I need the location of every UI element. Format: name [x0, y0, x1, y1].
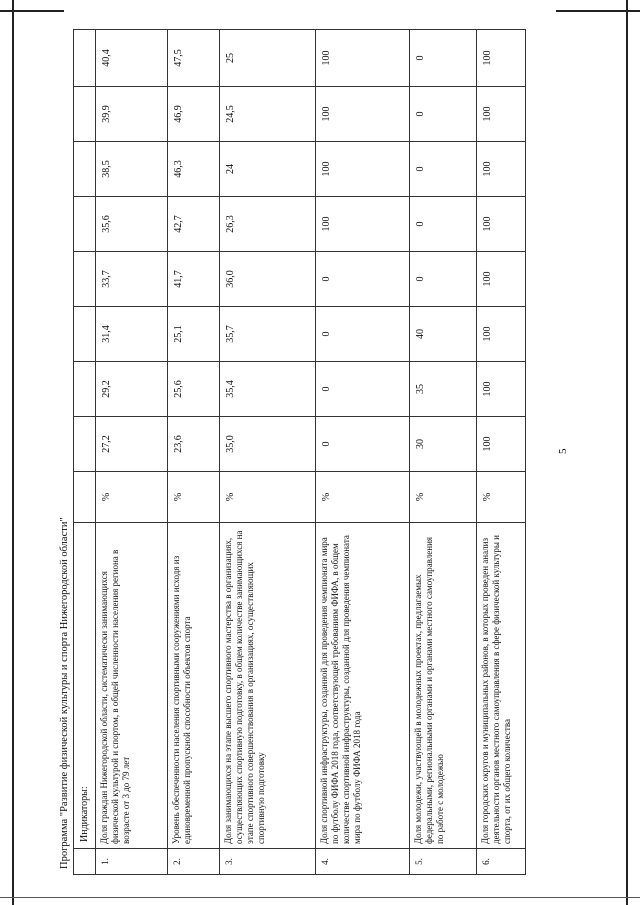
value-cell: 25,1 — [168, 307, 220, 362]
unit-cell: % — [477, 472, 526, 523]
header-empty-cell — [74, 142, 96, 197]
rotated-document — [56, 30, 529, 875]
value-cell: 25,6 — [168, 362, 220, 417]
value-cell: 31,4 — [96, 307, 168, 362]
value-cell: 30 — [410, 417, 477, 472]
unit-cell: % — [316, 472, 410, 523]
value-cell: 0 — [316, 417, 410, 472]
value-cell: 100 — [477, 362, 526, 417]
header-num-cell — [74, 849, 96, 875]
page-number: 5 — [557, 448, 569, 454]
unit-cell: % — [168, 472, 220, 523]
value-cell: 40 — [410, 307, 477, 362]
indicators-label: Индикаторы: — [74, 523, 96, 849]
value-cell: 42,7 — [168, 197, 220, 252]
value-cell: 0 — [410, 252, 477, 307]
value-cell: 24 — [220, 142, 316, 197]
value-cell: 100 — [477, 30, 526, 87]
value-cell: 100 — [316, 197, 410, 252]
value-cell: 40,4 — [96, 30, 168, 87]
unit-cell: % — [220, 472, 316, 523]
value-cell: 100 — [316, 30, 410, 87]
value-cell: 0 — [410, 142, 477, 197]
row-number: 6. — [477, 849, 526, 875]
program-title: Программа "Развитие физической культуры и спорта Нижегородской области" — [59, 517, 70, 869]
value-cell: 46,3 — [168, 142, 220, 197]
table-row — [96, 30, 168, 875]
row-number: 4. — [316, 849, 410, 875]
value-cell: 35,4 — [220, 362, 316, 417]
indicator-name: Доля граждан Нижегородской области, систематически занимающихся физической культурой и спортом, в общей численности населения региона в возрасте от 3 до 79 лет — [96, 523, 168, 849]
scan-edge-right — [626, 0, 628, 905]
indicator-name: Доля спортивной инфраструктуры, созданной для проведения чемпионата мира по футболу ФИФА 2018 года, соответствующей требованиям ФИФА, в общем количестве спортивной инфраструктуры, созданной для проведения чемпионата мира по футболу ФИФА 2018 года — [316, 523, 410, 849]
value-cell: 100 — [316, 142, 410, 197]
value-cell: 41,7 — [168, 252, 220, 307]
value-cell: 100 — [477, 87, 526, 142]
value-cell: 38,5 — [96, 142, 168, 197]
table-row — [316, 30, 410, 875]
value-cell: 0 — [316, 252, 410, 307]
header-empty-cell — [74, 252, 96, 307]
header-empty-cell — [74, 472, 96, 523]
value-cell: 46,9 — [168, 87, 220, 142]
value-cell: 100 — [477, 252, 526, 307]
header-empty-cell — [74, 307, 96, 362]
header-empty-cell — [74, 417, 96, 472]
indicator-name: Доля занимающихся на этапе высшего спортивного мастерства в организациях, осуществляющих спортивную подготовку, в общем количестве занимающихся на этапе спортивного совершенствования в организациях, осуществляющих спортивную подготовку — [220, 523, 316, 849]
scan-edge-top-left — [0, 10, 64, 12]
value-cell: 35,0 — [220, 417, 316, 472]
unit-cell: % — [96, 472, 168, 523]
indicator-name: Доля молодежи, участвующей в молодежных проектах, предлагаемых федеральными, региональными органами и органами местного самоуправления по работе с молодежью — [410, 523, 477, 849]
row-number: 2. — [168, 849, 220, 875]
value-cell: 0 — [410, 30, 477, 87]
table-row — [168, 30, 220, 875]
indicator-name: Уровень обеспеченности населения спортивными сооружениями исходя из единовременной пропускной способности объектов спорта — [168, 523, 220, 849]
value-cell: 35,7 — [220, 307, 316, 362]
value-cell: 100 — [316, 87, 410, 142]
value-cell: 100 — [477, 307, 526, 362]
value-cell: 0 — [316, 362, 410, 417]
value-cell: 100 — [477, 197, 526, 252]
scan-edge-left — [12, 0, 14, 905]
value-cell: 0 — [410, 197, 477, 252]
table-row — [220, 30, 316, 875]
value-cell: 29,2 — [96, 362, 168, 417]
value-cell: 25 — [220, 30, 316, 87]
unit-cell: % — [410, 472, 477, 523]
value-cell: 26,3 — [220, 197, 316, 252]
header-empty-cell — [74, 87, 96, 142]
table-row — [477, 30, 526, 875]
value-cell: 23,6 — [168, 417, 220, 472]
value-cell: 39,9 — [96, 87, 168, 142]
header-empty-cell — [74, 30, 96, 87]
value-cell: 0 — [316, 307, 410, 362]
header-empty-cell — [74, 197, 96, 252]
value-cell: 33,7 — [96, 252, 168, 307]
value-cell: 35 — [410, 362, 477, 417]
value-cell: 100 — [477, 142, 526, 197]
value-cell: 24,5 — [220, 87, 316, 142]
value-cell: 36,0 — [220, 252, 316, 307]
table-row — [410, 30, 477, 875]
header-row — [74, 30, 96, 875]
row-number: 5. — [410, 849, 477, 875]
value-cell: 47,5 — [168, 30, 220, 87]
indicator-name: Доля городских округов и муниципальных районов, в которых проведен анализ деятельности органов местного самоуправления в сфере физической культуры и спорта, от их общего количества — [477, 523, 526, 849]
value-cell: 35,6 — [96, 197, 168, 252]
header-empty-cell — [74, 362, 96, 417]
scan-edge-bottom — [0, 897, 640, 898]
row-number: 3. — [220, 849, 316, 875]
row-number: 1. — [96, 849, 168, 875]
value-cell: 0 — [410, 87, 477, 142]
value-cell: 27,2 — [96, 417, 168, 472]
value-cell: 100 — [477, 417, 526, 472]
indicators-table — [73, 29, 526, 875]
